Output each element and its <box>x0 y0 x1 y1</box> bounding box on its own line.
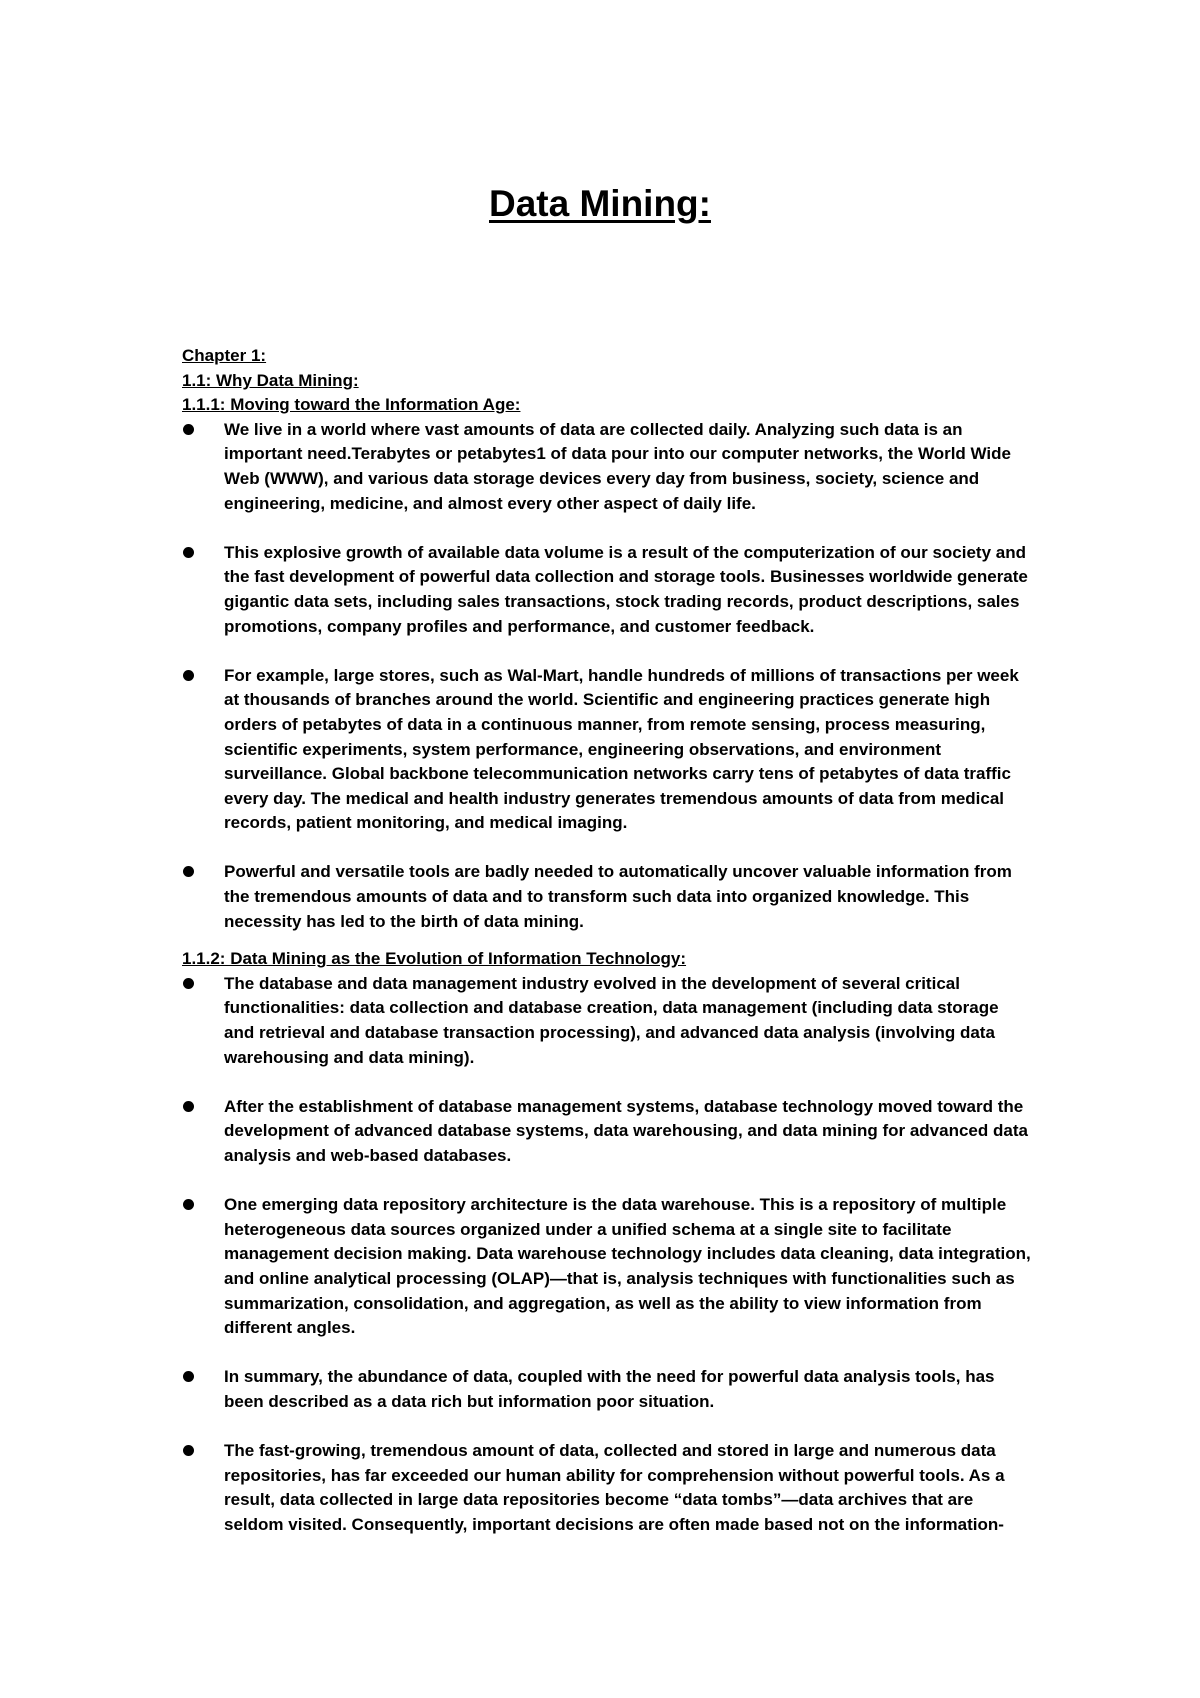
subsection-heading: 1.1.2: Data Mining as the Evolution of Information Technology: <box>182 949 687 969</box>
subsection-heading: 1.1.1: Moving toward the Information Age: <box>182 395 521 415</box>
bullet-icon <box>183 1199 194 1210</box>
bullet-list <box>182 418 1032 934</box>
list-item <box>182 860 1032 934</box>
bullet-text: The database and data management industry evolved in the development of several critical functionalities: data collection and database creation, data management (including data storage and retrieval and database transaction processing), and advanced data analysis (involving data warehousing and data mining). <box>224 973 999 1067</box>
list-item <box>182 1193 1032 1341</box>
list-item <box>182 1095 1032 1169</box>
list-item <box>182 541 1032 639</box>
chapter-heading: Chapter 1: <box>182 346 267 365</box>
bullet-text: After the establishment of database management systems, database technology moved toward the development of advanced database systems, data warehousing, and data mining for advanced data analysis and web-based databases. <box>224 1096 1028 1165</box>
bullet-list <box>182 972 1032 1538</box>
section-spacer <box>182 934 1032 947</box>
bullet-icon <box>183 424 194 435</box>
bullet-icon <box>183 978 194 989</box>
bullet-text: In summary, the abundance of data, coupled with the need for powerful data analysis tools, has been described as a data rich but information poor situation. <box>224 1367 995 1411</box>
bullet-icon <box>183 1445 194 1456</box>
bullet-text: This explosive growth of available data volume is a result of the computerization of our society and the fast development of powerful data collection and storage tools. Businesses worldwide generate gigantic data sets, including sales transactions, stock trading records, product descriptions, sales promotions, company profiles and performance, and customer feedback. <box>224 542 1028 636</box>
document-body <box>182 344 1032 1538</box>
bullet-text: Powerful and versatile tools are badly needed to automatically uncover valuable information from the tremendous amounts of data and to transform such data into organized knowledge. This necessity has led to the birth of data mining. <box>224 862 1012 931</box>
bullet-icon <box>183 1371 194 1382</box>
bullet-icon <box>183 1101 194 1112</box>
bullet-text: One emerging data repository architecture is the data warehouse. This is a repository of multiple heterogeneous data sources organized under a unified schema at a single site to facilitate management decision making. Data warehouse technology includes data cleaning, data integration, and online analytical processing (OLAP)—that is, analysis techniques with functionalities such as summarization, consolidation, and aggregation, as well as the ability to view information from different angles. <box>224 1195 1031 1338</box>
bullet-icon <box>183 866 194 877</box>
document-title: Data Mining: <box>489 183 711 224</box>
list-item <box>182 418 1032 516</box>
bullet-text: We live in a world where vast amounts of data are collected daily. Analyzing such data is an important need.Terabytes or petabytes1 of data pour into our computer networks, the World Wide Web (WWW), and various data storage devices every day from business, society, science and engineering, medicine, and almost every other aspect of daily life. <box>224 419 1011 513</box>
bullet-text: For example, large stores, such as Wal-Mart, handle hundreds of millions of transactions per week at thousands of branches around the world. Scientific and engineering practices generate high orders of petabytes of data in a continuous manner, from remote sensing, process measuring, scientific experiments, system performance, engineering observations, and environment surveillance. Global backbone telecommunication networks carry tens of petabytes of data traffic every day. The medical and health industry generates tremendous amounts of data from medical records, patient monitoring, and medical imaging. <box>224 665 1019 833</box>
bullet-icon <box>183 547 194 558</box>
list-item <box>182 664 1032 836</box>
list-item <box>182 1365 1032 1414</box>
list-item <box>182 972 1032 1070</box>
bullet-text: The fast-growing, tremendous amount of data, collected and stored in large and numerous data repositories, has far exceeded our human ability for comprehension without powerful tools. As a result, data collected in large data repositories become “data tombs”—data archives that are seldom visited. Consequently, important decisions are often made based not on the information- <box>224 1441 1005 1534</box>
section-heading: 1.1: Why Data Mining: <box>182 370 359 390</box>
list-item <box>182 1439 1032 1537</box>
bullet-icon <box>183 670 194 681</box>
